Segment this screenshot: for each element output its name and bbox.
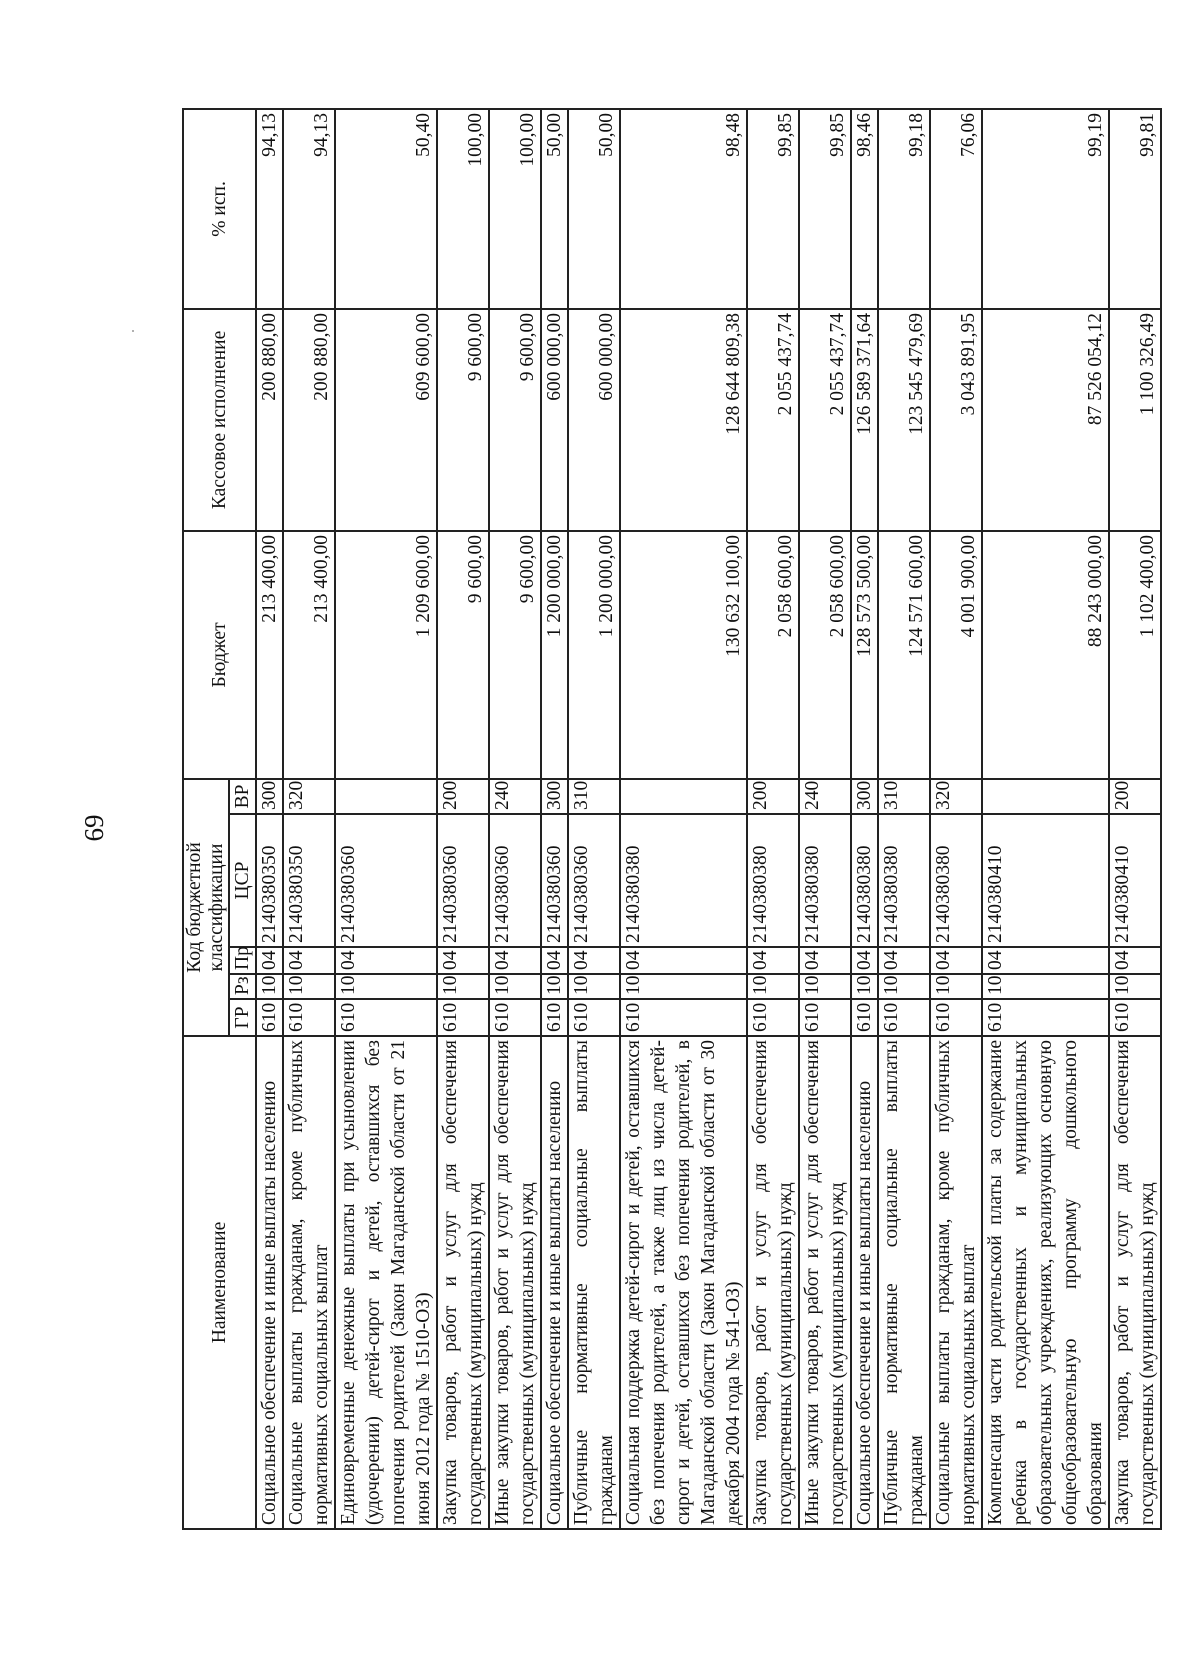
row-pr: 04 xyxy=(799,947,851,974)
row-execution: 2 055 437,74 xyxy=(747,309,799,531)
table-row xyxy=(568,109,620,1529)
row-budget: 130 632 100,00 xyxy=(620,531,747,779)
table-row xyxy=(851,109,878,1529)
row-rz: 10 xyxy=(256,974,283,999)
row-name: Публичные нормативные социальные выплаты гражданам xyxy=(878,1036,930,1529)
row-budget: 128 573 500,00 xyxy=(851,531,878,779)
row-gr: 610 xyxy=(799,999,851,1036)
row-percent: 94,13 xyxy=(283,109,335,309)
row-pr: 04 xyxy=(541,947,568,974)
row-csr: 2140380360 xyxy=(541,814,568,947)
row-percent: 94,13 xyxy=(256,109,283,309)
budget-execution-table xyxy=(182,108,1162,1530)
row-vr xyxy=(982,779,1109,814)
row-budget: 1 102 400,00 xyxy=(1109,531,1161,779)
row-vr: 300 xyxy=(851,779,878,814)
row-pr: 04 xyxy=(878,947,930,974)
row-execution: 128 644 809,38 xyxy=(620,309,747,531)
row-gr: 610 xyxy=(437,999,489,1036)
table-row xyxy=(256,109,283,1529)
row-csr: 2140380380 xyxy=(930,814,982,947)
row-pr: 04 xyxy=(1109,947,1161,974)
row-rz: 10 xyxy=(747,974,799,999)
header-name: Наименование xyxy=(183,1036,256,1529)
row-vr: 200 xyxy=(437,779,489,814)
row-vr: 310 xyxy=(878,779,930,814)
row-execution: 87 526 054,12 xyxy=(982,309,1109,531)
row-vr: 320 xyxy=(283,779,335,814)
row-gr: 610 xyxy=(489,999,541,1036)
header-rz: Рз xyxy=(229,974,256,999)
row-budget: 1 209 600,00 xyxy=(335,531,437,779)
row-percent: 50,00 xyxy=(541,109,568,309)
row-csr: 2140380360 xyxy=(335,814,437,947)
row-vr: 200 xyxy=(747,779,799,814)
row-percent: 99,85 xyxy=(747,109,799,309)
row-rz: 10 xyxy=(620,974,747,999)
row-budget: 4 001 900,00 xyxy=(930,531,982,779)
row-percent: 50,40 xyxy=(335,109,437,309)
row-gr: 610 xyxy=(982,999,1109,1036)
table-body xyxy=(256,109,1161,1529)
row-vr xyxy=(620,779,747,814)
row-pr: 04 xyxy=(489,947,541,974)
row-csr: 2140380380 xyxy=(747,814,799,947)
row-pr: 04 xyxy=(747,947,799,974)
row-budget: 2 058 600,00 xyxy=(799,531,851,779)
row-budget: 1 200 000,00 xyxy=(568,531,620,779)
row-csr: 2140380360 xyxy=(489,814,541,947)
header-percent: % исп. xyxy=(183,109,256,309)
row-budget: 213 400,00 xyxy=(283,531,335,779)
row-percent: 99,18 xyxy=(878,109,930,309)
row-csr: 2140380380 xyxy=(878,814,930,947)
row-percent: 99,81 xyxy=(1109,109,1161,309)
row-gr: 610 xyxy=(747,999,799,1036)
header-code-group: Код бюджетной классификации xyxy=(183,779,229,1036)
row-csr: 2140380380 xyxy=(851,814,878,947)
row-name: Закупка товаров, работ и услуг для обеспечения государственных (муниципальных) нужд xyxy=(437,1036,489,1529)
row-gr: 610 xyxy=(568,999,620,1036)
row-pr: 04 xyxy=(568,947,620,974)
row-gr: 610 xyxy=(878,999,930,1036)
row-name: Единовременные денежные выплаты при усыновлении (удочерении) детей-сирот и детей, оставшихся без попечения родителей (Закон Магаданской области от 21 июня 2012 года № 1510-ОЗ) xyxy=(335,1036,437,1529)
row-percent: 99,19 xyxy=(982,109,1109,309)
table-row xyxy=(283,109,335,1529)
row-execution: 126 589 371,64 xyxy=(851,309,878,531)
budget-table-rotated xyxy=(182,110,1197,1530)
row-percent: 98,46 xyxy=(851,109,878,309)
header-csr: ЦСР xyxy=(229,814,256,947)
table-row xyxy=(1109,109,1161,1529)
row-percent: 76,06 xyxy=(930,109,982,309)
row-rz: 10 xyxy=(283,974,335,999)
scan-artifact-dot xyxy=(132,330,134,332)
header-execution: Кассовое исполнение xyxy=(183,309,256,531)
header-vr: ВР xyxy=(229,779,256,814)
row-execution: 123 545 479,69 xyxy=(878,309,930,531)
row-execution: 600 000,00 xyxy=(541,309,568,531)
table-row xyxy=(620,109,747,1529)
row-execution: 609 600,00 xyxy=(335,309,437,531)
row-rz: 10 xyxy=(1109,974,1161,999)
row-percent: 100,00 xyxy=(489,109,541,309)
row-pr: 04 xyxy=(851,947,878,974)
row-vr: 240 xyxy=(799,779,851,814)
row-vr: 200 xyxy=(1109,779,1161,814)
header-pr: Пр xyxy=(229,947,256,974)
row-name: Социальное обеспечение и иные выплаты населению xyxy=(541,1036,568,1529)
row-csr: 2140380380 xyxy=(799,814,851,947)
row-budget: 213 400,00 xyxy=(256,531,283,779)
row-pr: 04 xyxy=(437,947,489,974)
row-gr: 610 xyxy=(335,999,437,1036)
row-vr: 320 xyxy=(930,779,982,814)
row-vr: 300 xyxy=(256,779,283,814)
row-csr: 2140380350 xyxy=(256,814,283,947)
row-rz: 10 xyxy=(437,974,489,999)
row-percent: 100,00 xyxy=(437,109,489,309)
row-rz: 10 xyxy=(930,974,982,999)
row-gr: 610 xyxy=(541,999,568,1036)
table-row xyxy=(335,109,437,1529)
table-row xyxy=(982,109,1109,1529)
row-budget: 124 571 600,00 xyxy=(878,531,930,779)
row-name: Публичные нормативные социальные выплаты гражданам xyxy=(568,1036,620,1529)
row-gr: 610 xyxy=(620,999,747,1036)
row-execution: 600 000,00 xyxy=(568,309,620,531)
table-row xyxy=(437,109,489,1529)
row-execution: 9 600,00 xyxy=(437,309,489,531)
row-vr: 300 xyxy=(541,779,568,814)
row-rz: 10 xyxy=(799,974,851,999)
table-row xyxy=(541,109,568,1529)
row-csr: 2140380380 xyxy=(620,814,747,947)
row-name: Социальная поддержка детей-сирот и детей, оставшихся без попечения родителей, а также лиц из числа детей-сирот и детей, оставшихся без попечения родителей, в Магаданской области (Закон Магаданской области от 30 декабря 2004 года № 541-ОЗ) xyxy=(620,1036,747,1529)
row-vr xyxy=(335,779,437,814)
row-name: Закупка товаров, работ и услуг для обеспечения государственных (муниципальных) нужд xyxy=(1109,1036,1161,1529)
header-budget: Бюджет xyxy=(183,531,256,779)
row-name: Закупка товаров, работ и услуг для обеспечения государственных (муниципальных) нужд xyxy=(747,1036,799,1529)
row-csr: 2140380360 xyxy=(568,814,620,947)
row-csr: 2140380360 xyxy=(437,814,489,947)
table-row xyxy=(930,109,982,1529)
row-name: Компенсация части родительской платы за содержание ребенка в государственных и муниципальных образовательных учреждениях, реализующих основную общеобразовательную программу дошкольного образования xyxy=(982,1036,1109,1529)
row-percent: 98,48 xyxy=(620,109,747,309)
row-execution: 1 100 326,49 xyxy=(1109,309,1161,531)
row-name: Социальное обеспечение и иные выплаты населению xyxy=(256,1036,283,1529)
row-name: Социальные выплаты гражданам, кроме публичных нормативных социальных выплат xyxy=(930,1036,982,1529)
row-pr: 04 xyxy=(930,947,982,974)
row-execution: 200 880,00 xyxy=(283,309,335,531)
row-rz: 10 xyxy=(335,974,437,999)
row-csr: 2140380410 xyxy=(982,814,1109,947)
row-budget: 1 200 000,00 xyxy=(541,531,568,779)
row-percent: 50,00 xyxy=(568,109,620,309)
row-gr: 610 xyxy=(1109,999,1161,1036)
row-execution: 9 600,00 xyxy=(489,309,541,531)
row-gr: 610 xyxy=(283,999,335,1036)
row-budget: 88 243 000,00 xyxy=(982,531,1109,779)
header-gr: ГР xyxy=(229,999,256,1036)
row-rz: 10 xyxy=(489,974,541,999)
row-vr: 240 xyxy=(489,779,541,814)
row-rz: 10 xyxy=(568,974,620,999)
table-row xyxy=(878,109,930,1529)
row-name: Социальные выплаты гражданам, кроме публичных нормативных социальных выплат xyxy=(283,1036,335,1529)
table-row xyxy=(747,109,799,1529)
row-budget: 9 600,00 xyxy=(437,531,489,779)
row-rz: 10 xyxy=(851,974,878,999)
row-vr: 310 xyxy=(568,779,620,814)
row-rz: 10 xyxy=(982,974,1109,999)
row-execution: 200 880,00 xyxy=(256,309,283,531)
row-percent: 99,85 xyxy=(799,109,851,309)
row-pr: 04 xyxy=(620,947,747,974)
row-pr: 04 xyxy=(335,947,437,974)
row-name: Социальное обеспечение и иные выплаты населению xyxy=(851,1036,878,1529)
row-rz: 10 xyxy=(541,974,568,999)
row-budget: 2 058 600,00 xyxy=(747,531,799,779)
table-header-row xyxy=(183,109,229,1529)
row-csr: 2140380410 xyxy=(1109,814,1161,947)
row-rz: 10 xyxy=(878,974,930,999)
row-name: Иные закупки товаров, работ и услуг для обеспечения государственных (муниципальных) нужд xyxy=(489,1036,541,1529)
row-pr: 04 xyxy=(256,947,283,974)
row-gr: 610 xyxy=(930,999,982,1036)
row-execution: 3 043 891,95 xyxy=(930,309,982,531)
row-csr: 2140380350 xyxy=(283,814,335,947)
table-row xyxy=(489,109,541,1529)
row-pr: 04 xyxy=(982,947,1109,974)
table-row xyxy=(799,109,851,1529)
row-gr: 610 xyxy=(851,999,878,1036)
row-execution: 2 055 437,74 xyxy=(799,309,851,531)
row-gr: 610 xyxy=(256,999,283,1036)
row-pr: 04 xyxy=(283,947,335,974)
row-name: Иные закупки товаров, работ и услуг для обеспечения государственных (муниципальных) нужд xyxy=(799,1036,851,1529)
row-budget: 9 600,00 xyxy=(489,531,541,779)
page-number: 69 xyxy=(79,814,109,842)
